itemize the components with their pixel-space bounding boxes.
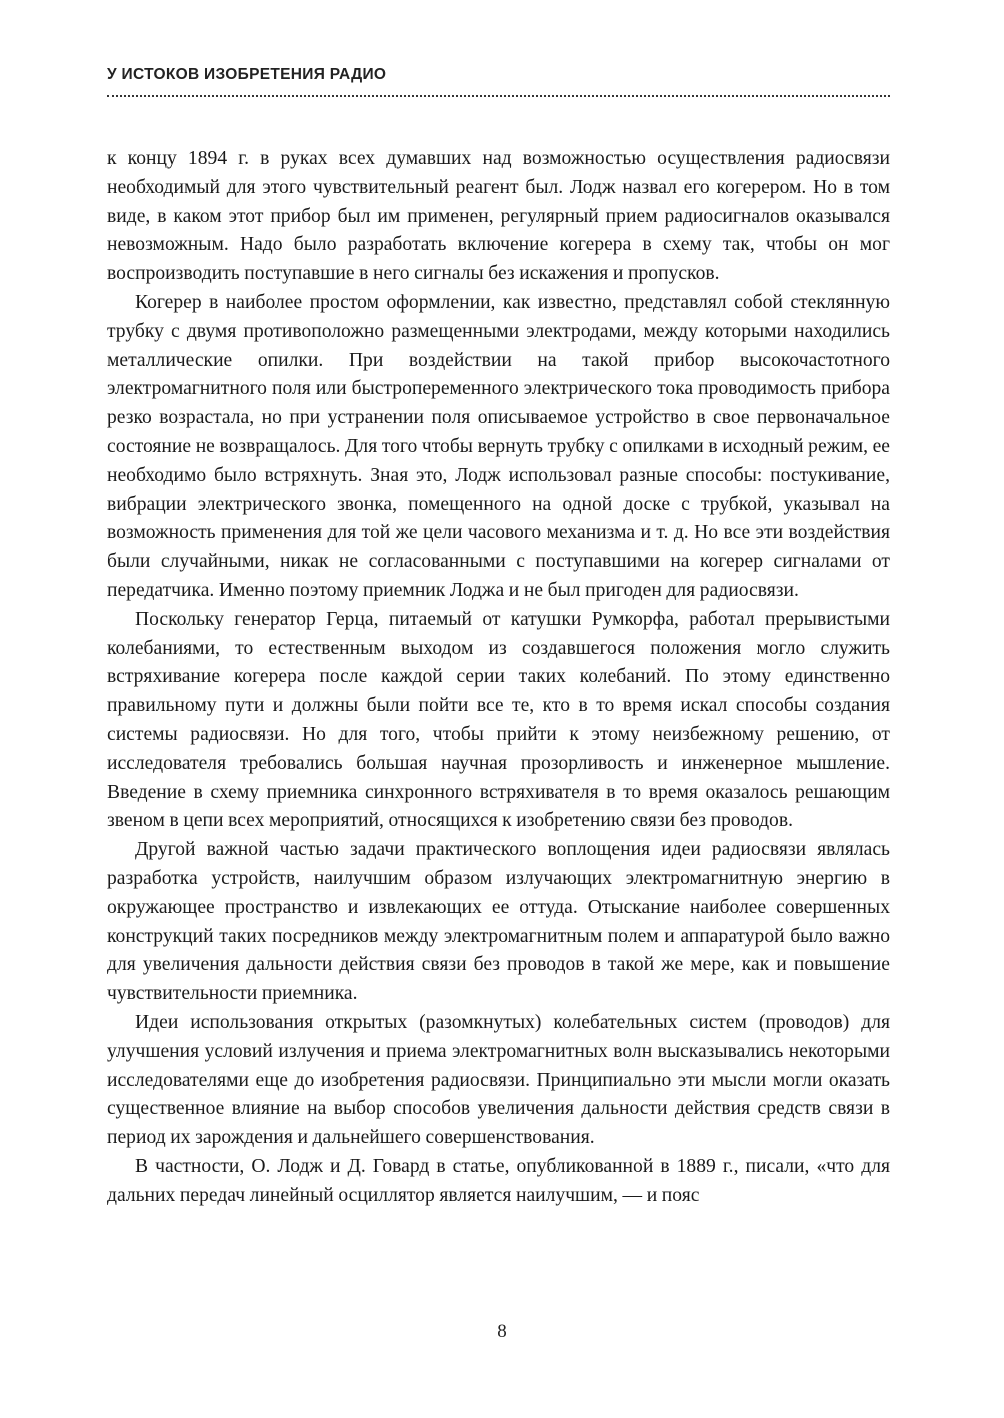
paragraph-2: Когерер в наиболее простом оформлении, как известно, представлял собой стеклянную трубку с двумя противоположно размещенными электродами, между которыми находились металлические опилки. При воздействии на такой прибор высокочастотного электромагнитного поля или быстропеременного электрического тока проводимость прибора резко возрастала, но при устранении поля описываемое устройство в свое первоначальное состояние не возвращалось. Для того чтобы вернуть трубку с опилками в исходный режим, ее необходимо было встряхнуть. Зная это, Лодж использовал разные способы: постукивание, вибрации электрического звонка, помещенного на одной доске с трубкой, указывал на возможность применения для той же цели часового механизма и т. д. Но все эти воздействия были случайными, никак не согласованными с поступавшими на когерер сигналами от передатчика. Именно поэтому приемник Лоджа и не был пригоден для радиосвязи.	[107, 291, 890, 601]
paragraph-1: к концу 1894 г. в руках всех думавших над возможностью осуществления радиосвязи необходимый для этого чувствительный реагент был. Лодж назвал его когерером. Но в том виде, в каком этот прибор был им применен, регулярный прием радиосигналов оказывался невозможным. Надо было разработать включение когерера в схему так, чтобы он мог воспроизводить поступавшие в него сигналы без искажения и пропусков.	[107, 148, 890, 285]
header-dotted-rule	[107, 95, 890, 97]
body-text	[107, 145, 890, 1210]
paragraph-3: Поскольку генератор Герца, питаемый от катушки Румкорфа, работал прерывистыми колебаниями, то естественным выходом из создавшегося положения могло служить встряхивание когерера после каждой серии таких колебаний. По этому единственно правильному пути и должны были пойти все те, кто в то время искал способы создания системы радиосвязи. Но для того, чтобы прийти к этому неизбежному решению, от исследователя требовались большая научная прозорливость и инженерное мышление. Введение в схему приемника синхронного встряхивателя в то время оказалось решающим звеном в цепи всех мероприятий, относящихся к изобретению связи без проводов.	[107, 608, 890, 832]
paragraph-5: Идеи использования открытых (разомкнутых) колебательных систем (проводов) для улучшения условий излучения и приема электромагнитных волн высказывались некоторыми исследователями еще до изобретения радиосвязи. Принципиально эти мысли могли оказать существенное влияние на выбор способов увеличения дальности действия средств связи в период их зарождения и дальнейшего совершенствования.	[107, 1011, 890, 1149]
paragraph-6: В частности, О. Лодж и Д. Говард в статье, опубликованной в 1889 г., писали, «что для дальних передач линейный осциллятор является наилучшим, — и пояс	[107, 1155, 890, 1206]
running-head: У ИСТОКОВ ИЗОБРЕТЕНИЯ РАДИО	[107, 66, 387, 83]
page-number: 8	[497, 1321, 507, 1342]
paragraph-4: Другой важной частью задачи практического воплощения идеи радиосвязи являлась разработка устройств, наилучшим образом излучающих электромагнитную энергию в окружающее пространство и извлекающих ее оттуда. Отыскание наиболее совершенных конструкций таких посредников между электромагнитным полем и аппаратурой было важно для увеличения дальности действия связи без проводов в такой же мере, как и повышение чувствительности приемника.	[107, 839, 890, 1005]
